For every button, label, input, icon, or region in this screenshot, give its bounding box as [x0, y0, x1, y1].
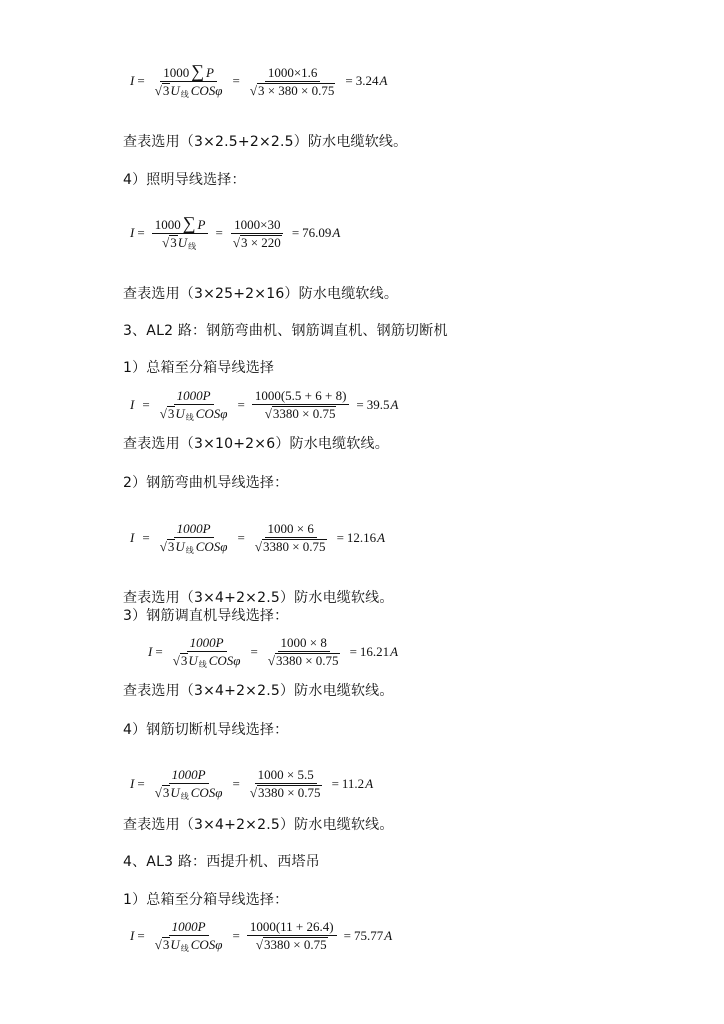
equation-current-3: I = 1000P √ 3 U 线 COSφ = 1000(5.5 + 6 + 8) √ 3380 × 0.75 = 39.5 A: [130, 388, 398, 421]
radicand: 3: [167, 539, 175, 554]
result-unit: A: [332, 225, 341, 240]
equation-current-2: I = 1000 ∑ P √ 3 U 线 = 1000×30 √ 3 × 220 = 76.09 A: [130, 216, 340, 250]
fraction: 1000P √ 3 U 线 COSφ: [157, 521, 231, 554]
text-line: 1）总箱至分箱导线选择: [123, 360, 275, 376]
radicand: 3: [170, 235, 177, 250]
numerator-coef: 1000: [163, 65, 190, 80]
radicand-value: 3380 × 0.75: [275, 653, 339, 668]
fraction: 1000P √ 3 U 线 COSφ: [152, 919, 226, 952]
text-line: 查表选用（3×2.5+2×2.5）防水电缆软线。: [123, 134, 408, 150]
text-line: 3）钢筋调直机导线选择：: [123, 608, 289, 624]
numerator-coef: 1000: [154, 217, 181, 232]
result-value: 16.21: [359, 643, 390, 659]
section-heading: 3、AL2 路：钢筋弯曲机、钢筋调直机、钢筋切断机: [123, 323, 448, 339]
equation-current-6: I = 1000P √ 3 U 线 COSφ = 1000 × 5.5 √ 3380 × 0.75 = 11.2 A: [130, 767, 373, 800]
fraction: 1000×30 √ 3 × 220: [230, 217, 285, 250]
radicand-value: 3380 × 0.75: [272, 406, 336, 421]
radicand: 3: [167, 406, 175, 421]
result-unit: A: [390, 643, 399, 659]
result-value: 76.09: [302, 225, 332, 240]
result-value: 39.5: [366, 396, 390, 412]
text-line: 1）总箱至分箱导线选择：: [123, 892, 289, 908]
eq-var-i: I: [130, 927, 135, 943]
fraction: 1000P √ 3 U 线 COSφ: [170, 635, 244, 668]
subscript: 线: [180, 792, 189, 801]
fraction: 1000 ∑ P √ 3 U 线: [152, 216, 209, 250]
text-line: 查表选用（3×4+2×2.5）防水电缆软线。: [123, 683, 394, 699]
denominator-u: U: [170, 785, 180, 800]
numerator-value: 1000 × 5.5: [255, 767, 317, 784]
numerator-value: 1000(11 + 26.4): [247, 919, 337, 936]
numerator: 1000P: [187, 635, 227, 652]
denominator-cos: COSφ: [208, 653, 241, 668]
text-line: 查表选用（3×10+2×6）防水电缆软线。: [123, 436, 389, 452]
numerator: 1000P: [169, 919, 209, 936]
denominator-cos: COSφ: [190, 83, 223, 98]
denominator-u: U: [175, 406, 185, 421]
result-value: 75.77: [353, 927, 384, 943]
radicand-value: 3 × 380 × 0.75: [257, 82, 335, 98]
numerator: 1000P: [174, 388, 214, 405]
fraction: 1000×1.6 √ 3 × 380 × 0.75: [249, 64, 335, 98]
result-value: 12.16: [346, 529, 377, 545]
denominator-cos: COSφ: [190, 937, 223, 952]
radicand-value: 3 × 220: [240, 234, 281, 250]
radicand: 3: [180, 653, 188, 668]
result-value: 3.24: [355, 73, 379, 88]
result-unit: A: [384, 927, 393, 943]
numerator-value: 1000×30: [231, 217, 283, 234]
radicand: 3: [162, 83, 170, 98]
numerator-value: 1000×1.6: [265, 65, 321, 82]
sum-symbol: ∑: [191, 61, 205, 81]
result-unit: A: [365, 775, 374, 791]
section-heading: 4、AL3 路：西提升机、西塔吊: [123, 854, 320, 870]
equation-current-4: I = 1000P √ 3 U 线 COSφ = 1000 × 6 √ 3380 × 0.75 = 12.16 A: [130, 521, 385, 554]
equation-current-7: I = 1000P √ 3 U 线 COSφ = 1000(11 + 26.4) √ 3380 × 0.75 = 75.77 A: [130, 919, 392, 952]
denominator-u: U: [170, 937, 180, 952]
eq-var-i: I: [130, 529, 135, 545]
fraction: 1000(11 + 26.4) √ 3380 × 0.75: [247, 919, 337, 952]
eq-var-i: I: [130, 775, 135, 791]
numerator: 1000P: [169, 767, 209, 784]
fraction: 1000 ∑ P √ 3 U 线 COSφ: [152, 64, 226, 98]
denominator-u: U: [177, 235, 188, 250]
fraction: 1000P √ 3 U 线 COSφ: [157, 388, 231, 421]
eq-var-i: I: [130, 73, 135, 88]
text-line: 查表选用（3×4+2×2.5）防水电缆软线。: [123, 590, 394, 606]
denominator-cos: COSφ: [190, 785, 223, 800]
subscript: 线: [198, 660, 207, 669]
radicand-value: 3380 × 0.75: [257, 785, 321, 800]
text-line: 2）钢筋弯曲机导线选择：: [123, 475, 289, 491]
result-unit: A: [379, 73, 388, 88]
subscript: 线: [180, 944, 189, 953]
result-value: 11.2: [341, 775, 365, 791]
numerator: 1000P: [174, 521, 214, 538]
equation-current-1: I = 1000 ∑ P √ 3 U 线 COSφ = 1000×1.6 √ 3 × 380 × 0.75 = 3.24 A: [130, 64, 387, 98]
sum-symbol: ∑: [182, 213, 196, 233]
text-line: 4）照明导线选择：: [123, 172, 246, 188]
numerator-value: 1000 × 8: [278, 635, 330, 652]
eq-var-i: I: [148, 643, 153, 659]
fraction: 1000 × 5.5 √ 3380 × 0.75: [249, 767, 321, 800]
numerator-var: P: [197, 217, 206, 232]
fraction: 1000 × 6 √ 3380 × 0.75: [254, 521, 326, 554]
eq-var-i: I: [130, 396, 135, 412]
numerator-value: 1000 × 6: [265, 521, 317, 538]
subscript: 线: [185, 413, 194, 422]
fraction: 1000P √ 3 U 线 COSφ: [152, 767, 226, 800]
denominator-cos: COSφ: [195, 539, 228, 554]
denominator-u: U: [188, 653, 198, 668]
text-line: 查表选用（3×25+2×16）防水电缆软线。: [123, 286, 399, 302]
result-unit: A: [377, 529, 386, 545]
text-line: 4）钢筋切断机导线选择：: [123, 722, 289, 738]
radicand: 3: [162, 785, 170, 800]
radicand-value: 3380 × 0.75: [263, 937, 327, 952]
numerator-value: 1000(5.5 + 6 + 8): [252, 388, 350, 405]
text-line: 查表选用（3×4+2×2.5）防水电缆软线。: [123, 817, 394, 833]
result-unit: A: [390, 396, 399, 412]
numerator-var: P: [206, 65, 214, 80]
denominator-u: U: [170, 83, 180, 98]
subscript: 线: [188, 242, 197, 251]
subscript: 线: [180, 90, 189, 99]
fraction: 1000(5.5 + 6 + 8) √ 3380 × 0.75: [252, 388, 350, 421]
fraction: 1000 × 8 √ 3380 × 0.75: [267, 635, 339, 668]
eq-var-i: I: [130, 225, 135, 240]
denominator-cos: COSφ: [195, 406, 228, 421]
radicand: 3: [162, 937, 170, 952]
equation-current-5: I = 1000P √ 3 U 线 COSφ = 1000 × 8 √ 3380 × 0.75 = 16.21 A: [148, 635, 398, 668]
radicand-value: 3380 × 0.75: [262, 539, 326, 554]
subscript: 线: [185, 546, 194, 555]
denominator-u: U: [175, 539, 185, 554]
